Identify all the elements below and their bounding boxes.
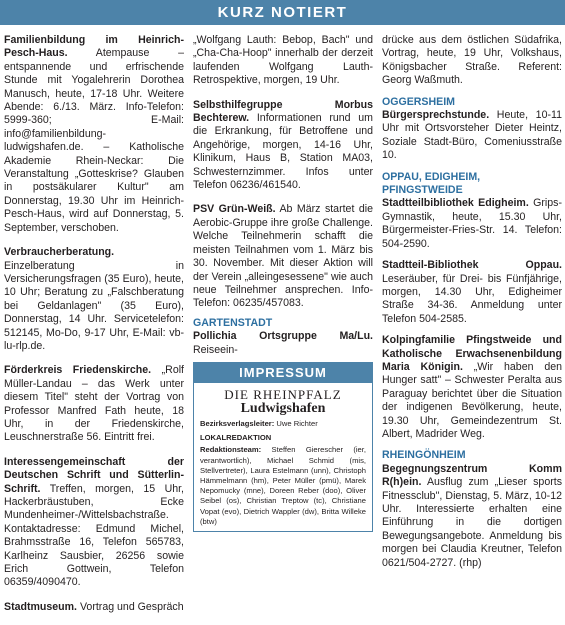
section-header: KURZ NOTIERT: [0, 0, 565, 25]
notice-buergersprechstunde: [382, 109, 562, 163]
impressum-box: [193, 362, 373, 532]
notice-pollichia: [193, 330, 373, 357]
impressum-title: IMPRESSUM: [194, 363, 372, 383]
notice-title: Begegnungszentrum Komm R(h)ein.: [382, 462, 562, 489]
notice-text: Heute, 10-11 Uhr mit Ortsvorsteher Dieter Heintz, Soziale Stadt-Büro, Comeniusstraße 10.: [382, 109, 562, 162]
notice-text: „Rolf Müller-Landau – das Werk unter diesem Titel" steht der Vortrag von Professor Manfred Fath heute, 18 Uhr, in der Friedenskirche, Leuschnerstraße 56. Eintritt frei.: [4, 364, 185, 444]
column-2: [193, 34, 373, 532]
notice-text: Ausflug zum „Lieser sports Fitnessclub", Dienstag, 5. März, 10-12 Uhr. Interessierte erhalten eine Einführung in die dortigen Bewegungsangebote. Anmeldung bis morgen bei Claudia Kreutner, Telefon 0621/504-2727. (rhp): [382, 476, 562, 569]
notice-psv-gruen-weiss: [193, 203, 373, 310]
section-title-rheingoenheim: RHEINGÖNHEIM: [382, 449, 466, 462]
notice-text: „Wir haben den Hunger satt" – Schwester Peralta aus Paraguay berichtet über die Situation der indigenen Bevölkerung, heute, 19.30 Uhr, Gemeindezentrum St. Albert, Madrider Weg.: [382, 360, 563, 440]
lokalredaktion-label: LOKALREDAKTION: [200, 433, 272, 443]
redaktion-label: Redaktionsteam:: [200, 445, 262, 455]
section-title-oppau: OPPAU, EDIGHEIM, PFINGSTWEIDE: [382, 170, 481, 197]
column-3: [382, 34, 562, 581]
notice-title: Selbsthilfegruppe Morbus Bechterew.: [193, 98, 373, 125]
logo-line-1: DIE RHEINPFALZ: [224, 386, 342, 402]
notice-title: Stadtmuseum.: [4, 600, 77, 613]
notice-title: Stadtteilbibliothek Edigheim.: [382, 197, 529, 210]
notice-bibliothek-oppau: [382, 259, 562, 326]
notice-text: Reiseein-: [193, 343, 238, 356]
impressum-leiter: [200, 419, 366, 429]
leiter-label: Bezirksverlagsleiter:: [200, 418, 275, 428]
notice-title: Förderkreis Friedenskirche.: [4, 364, 152, 377]
notice-text: Treffen, morgen, 15 Uhr, Hackerbräustuben, Ecke Mundenheimer-/Wittelsbachstraße. Kontaktadresse: Edmund Michel, Brahmsstraße 16, Telefon 565783, Karlheinz Sausbier, 26256 sowie Erich Gottwein, Telefon 06359/4090470.: [4, 482, 184, 589]
notice-deutsche-schrift: [4, 456, 184, 590]
section-title-oggersheim: OGGERSHEIM: [382, 95, 455, 108]
notice-friedenskirche: [4, 364, 184, 444]
notice-text: Ab März startet die Aerobic-Gruppe ihre große Challenge. Welche Teilnehmerin schafft die meisten Teilnahmen vom 1. März bis 30. November. Mit dieser Aktion will der Verein „alleingesessene" wie auch neue Teilnehmer ansprechen. Info-Telefon: 06235/457083.: [193, 203, 374, 310]
notice-verbraucherberatung: [4, 246, 184, 353]
newspaper-logo: [200, 388, 366, 416]
impressum-team: [200, 445, 366, 527]
impressum-body: [194, 383, 372, 531]
notice-text: Informationen rund um die Erkrankung, für Betroffene und Angehörige, morgen, 14-16 Uhr, Klinikum, Haus B, Station MA03, Schwesternzimmer. Infos unter Telefon 06236/461540.: [193, 112, 373, 192]
notice-title: Verbraucherberatung.: [4, 246, 115, 259]
notice-text: „Wolfgang Lauth: Bebop, Bach" und „Cha-Cha-Hoop" innerhalb der derzeit laufenden Wolfgang Lauth-Retrospektive, morgen, 19 Uhr.: [193, 34, 373, 87]
notice-title: Pollichia Ortsgruppe Ma/Lu.: [193, 330, 373, 343]
notice-title: Interessengemeinschaft der Deutschen Schrift und Sütterlin-Schrift.: [4, 455, 184, 495]
column-1: [4, 34, 184, 625]
notice-title: Stadtteil-Bibliothek Oppau.: [382, 259, 562, 272]
notice-pollichia-cont: [382, 34, 562, 88]
logo-line-2: Ludwigshafen: [240, 400, 326, 416]
notice-text: Grips-Gymnastik, heute, 15.30 Uhr, Bürgermeister-Fries-Str. 14. Telefon: 504-2590.: [382, 197, 562, 250]
notice-begegnungszentrum: [382, 463, 562, 570]
notice-bibliothek-edigheim: [382, 197, 562, 251]
notice-stadtmuseum: [4, 601, 184, 614]
notice-title: Bürgersprechstunde.: [382, 109, 490, 122]
notice-text: Einzelberatung in Versicherungsfragen (35 Euro), heute, 10 Uhr; Beratung zu „Falschberatung bei Geldanlagen" (35 Euro), Donnerstag, 14 Uhr. Servicetelefon: 512145, Mo-Do, 9-17 Uhr, E-Mail: vb-lu-rlp.de.: [4, 259, 184, 352]
notice-title: Kolpingfamilie Pfingstweide und Katholische Erwachsenenbildung Maria Königin.: [382, 334, 562, 373]
notice-text: Vortrag und Gespräch: [77, 600, 184, 613]
notice-stadtmuseum-cont: [193, 34, 373, 88]
notice-familienbildung: [4, 34, 184, 235]
leiter-name: Uwe Richter: [274, 418, 318, 428]
notice-text: Atempause – entspannende und erfrischende Stunde mit Yogalehrerin Dorothea Manusch, heute, 17-18 Uhr. Weitere Abende: 6./13. März. Info-Telefon: 5999-360; E-Mail: info@familienbildung-ludwigshafen.de. – Katholische Akademie Rhein-Neckar: Die Veranstaltung „Gotteskrise? Glauben in postsäkularer Kultur" am Donnerstag, 19.30 Uhr im Heinrich-Pesch-Haus, wird auf Donnerstag, 5. September, verschoben.: [4, 47, 184, 234]
notice-kolpingfamilie: [382, 334, 562, 441]
section-title-gartenstadt: GARTENSTADT: [193, 316, 273, 329]
notice-title: PSV Grün-Weiß.: [193, 203, 276, 216]
notice-text: drücke aus dem östlichen Südafrika, Vortrag, heute, 19 Uhr, Volkshaus, Königsbacher Straße. Referent: Georg Waßmuth.: [382, 34, 562, 87]
team-list: Steffen Gierescher (ier, verantwortlich), Michael Schmid (mis, Stellvertreter), Laura Estelmann (unn), Christoph Hämmelmann (hm), Peter Müller (pmü), Marek Nepomucky (mne), Doreen Reber (doo), Oliver Seibel (os), Christian Treptow (tc), Christiane Vopat (evo), Dietrich Wappler (dw), Britta Willeke (btw): [200, 445, 366, 526]
notice-text: Leseräuber, für Drei- bis Fünfjährige, morgen, 14.30 Uhr, Edigheimer Straße 34-36. Anmeldung unter Telefon 504-2585.: [382, 272, 562, 325]
notice-title: Familienbildung im Heinrich-Pesch-Haus.: [4, 34, 184, 60]
notice-morbus-bechterew: [193, 99, 373, 193]
